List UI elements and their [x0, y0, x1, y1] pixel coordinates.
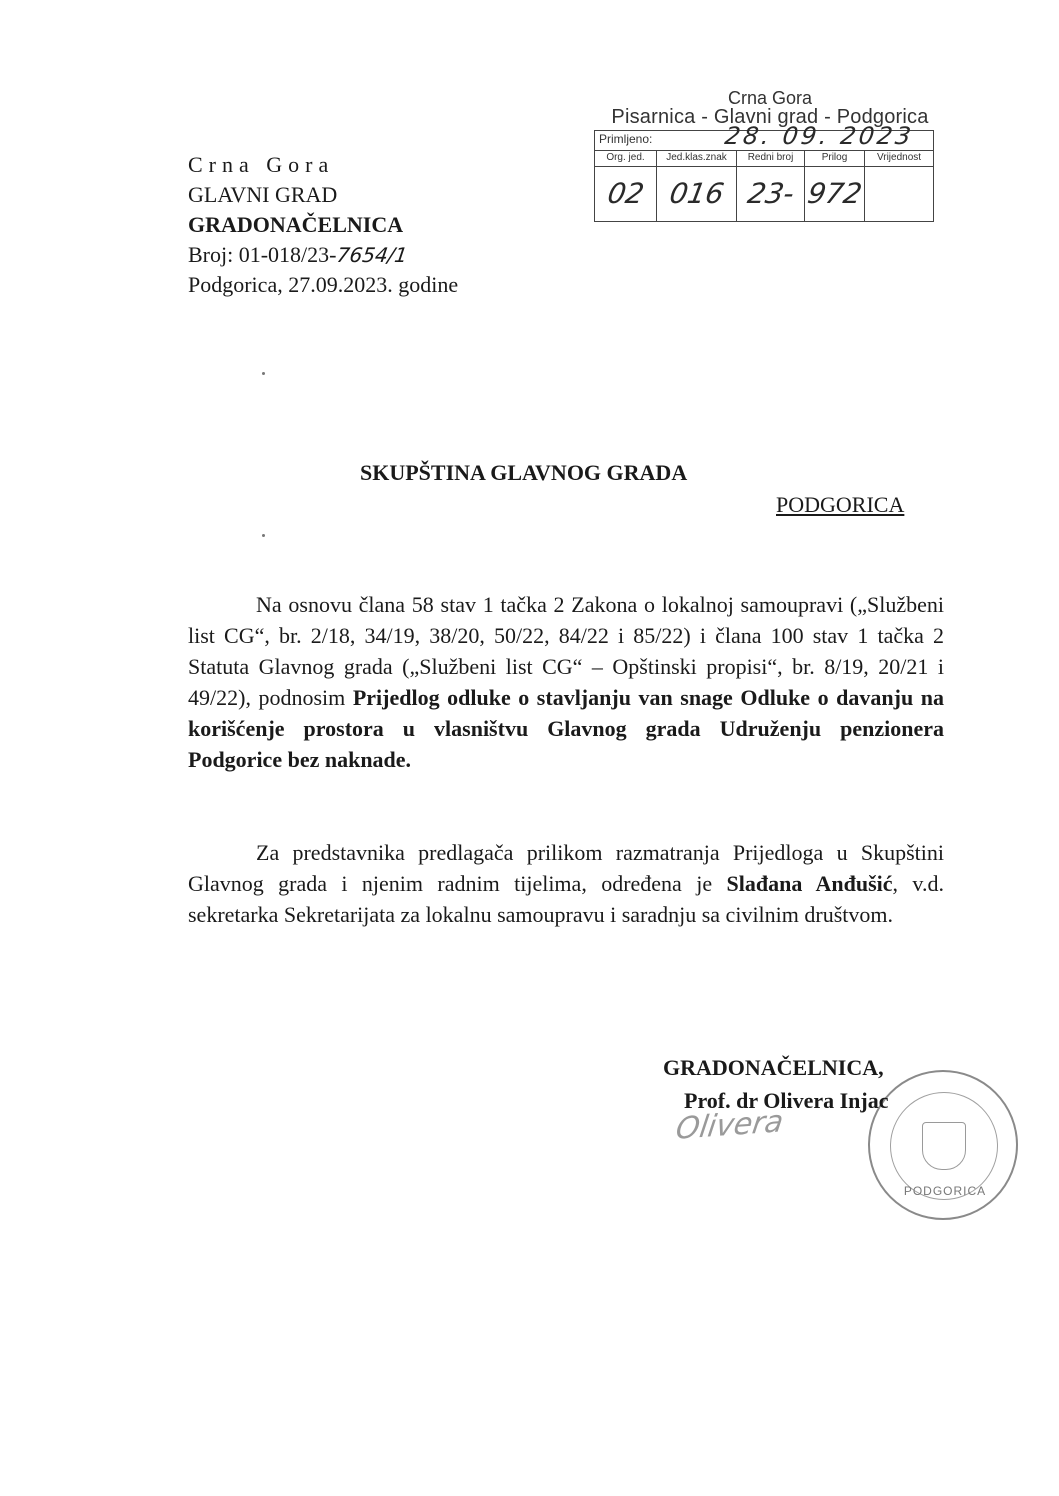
header-number-printed: Broj: 01-018/23-	[188, 242, 337, 267]
scan-speck	[262, 534, 265, 537]
stamp-value-cell	[657, 166, 737, 221]
stamp-office: Pisarnica - Glavni grad - Podgorica	[611, 106, 929, 128]
seal-text: PODGORICA	[903, 1184, 987, 1198]
proposal-title: Prijedlog odluke o stavljanju van snage Odluke o davanju na korišćenje prostora u vlasništvu Glavnog grada Udruženju penzionera Podgorice bez naknade.	[188, 685, 944, 772]
stamp-value-cell	[737, 166, 805, 221]
stamp-value-cell	[805, 166, 865, 221]
stamp-table	[594, 122, 934, 222]
header-city: GLAVNI GRAD	[188, 182, 338, 207]
letter-header	[188, 150, 458, 300]
handwritten-signature: Olivera	[673, 1104, 786, 1147]
stamp-country: Crna Gora	[727, 88, 813, 108]
stamp-col-header: Jed.klas.znak	[657, 150, 737, 166]
stamp-col-header: Org. jed.	[595, 150, 657, 166]
stamp-value-cell	[865, 166, 933, 221]
stamp-received-row	[595, 122, 933, 151]
scan-speck	[262, 372, 265, 375]
stamp-value: 02	[604, 177, 647, 210]
stamp-value: 23-	[744, 177, 797, 210]
stamp-col-header: Redni broj	[737, 150, 805, 166]
signature-title: GRADONAČELNICA,	[663, 1055, 884, 1080]
header-place-date: Podgorica, 27.09.2023. godine	[188, 272, 459, 297]
stamp-received-date: 28. 09. 2023	[723, 122, 916, 150]
body-paragraph-2	[188, 837, 944, 930]
addressee-city: PODGORICA	[776, 492, 905, 517]
addressee-title: SKUPŠTINA GLAVNOG GRADA	[360, 460, 688, 485]
official-seal	[868, 1070, 1018, 1220]
header-number	[188, 240, 458, 270]
stamp-header-row	[595, 150, 933, 167]
header-number-handwritten: 7654/1	[334, 243, 409, 267]
body-paragraph-1	[188, 589, 944, 775]
seal-crest-icon	[922, 1122, 966, 1170]
header-office: GRADONAČELNICA	[188, 212, 404, 237]
stamp-received-label: Primljeno:	[599, 132, 653, 146]
stamp-col-header: Vrijednost	[876, 152, 922, 163]
signature-name: Prof. dr Olivera Injac	[684, 1088, 889, 1113]
stamp-value: 972	[804, 177, 865, 210]
paragraph-text: Na osnovu člana 58 stav 1 tačka 2 Zakona o lokalnoj samoupravi („Službeni list CG“, br. 2/18, 34/19, 38/20, 50/22, 84/22 i 85/22) i člana 100 stav 1 tačka 2 Statuta Glavnog grada („Službeni list CG“ – Opštinski propisi“, br. 8/19, 20/21 i 49/22), podnosim	[188, 592, 944, 710]
stamp-values-row	[595, 166, 933, 221]
paragraph-text: , v.d. sekretarka Sekretarijata za lokalnu samoupravu i saradnju sa civilnim društvom.	[188, 871, 944, 927]
header-country: Crna Gora	[188, 152, 335, 177]
representative-name: Slađana Anđušić	[726, 871, 893, 896]
stamp-value-cell	[595, 166, 657, 221]
stamp-value: 016	[666, 177, 727, 210]
paragraph-text: Za predstavnika predlagača prilikom razmatranja Prijedloga u Skupštini Glavnog grada i njenim radnim tijelima, određena je	[188, 840, 944, 896]
stamp-col-header: Prilog	[805, 150, 865, 166]
